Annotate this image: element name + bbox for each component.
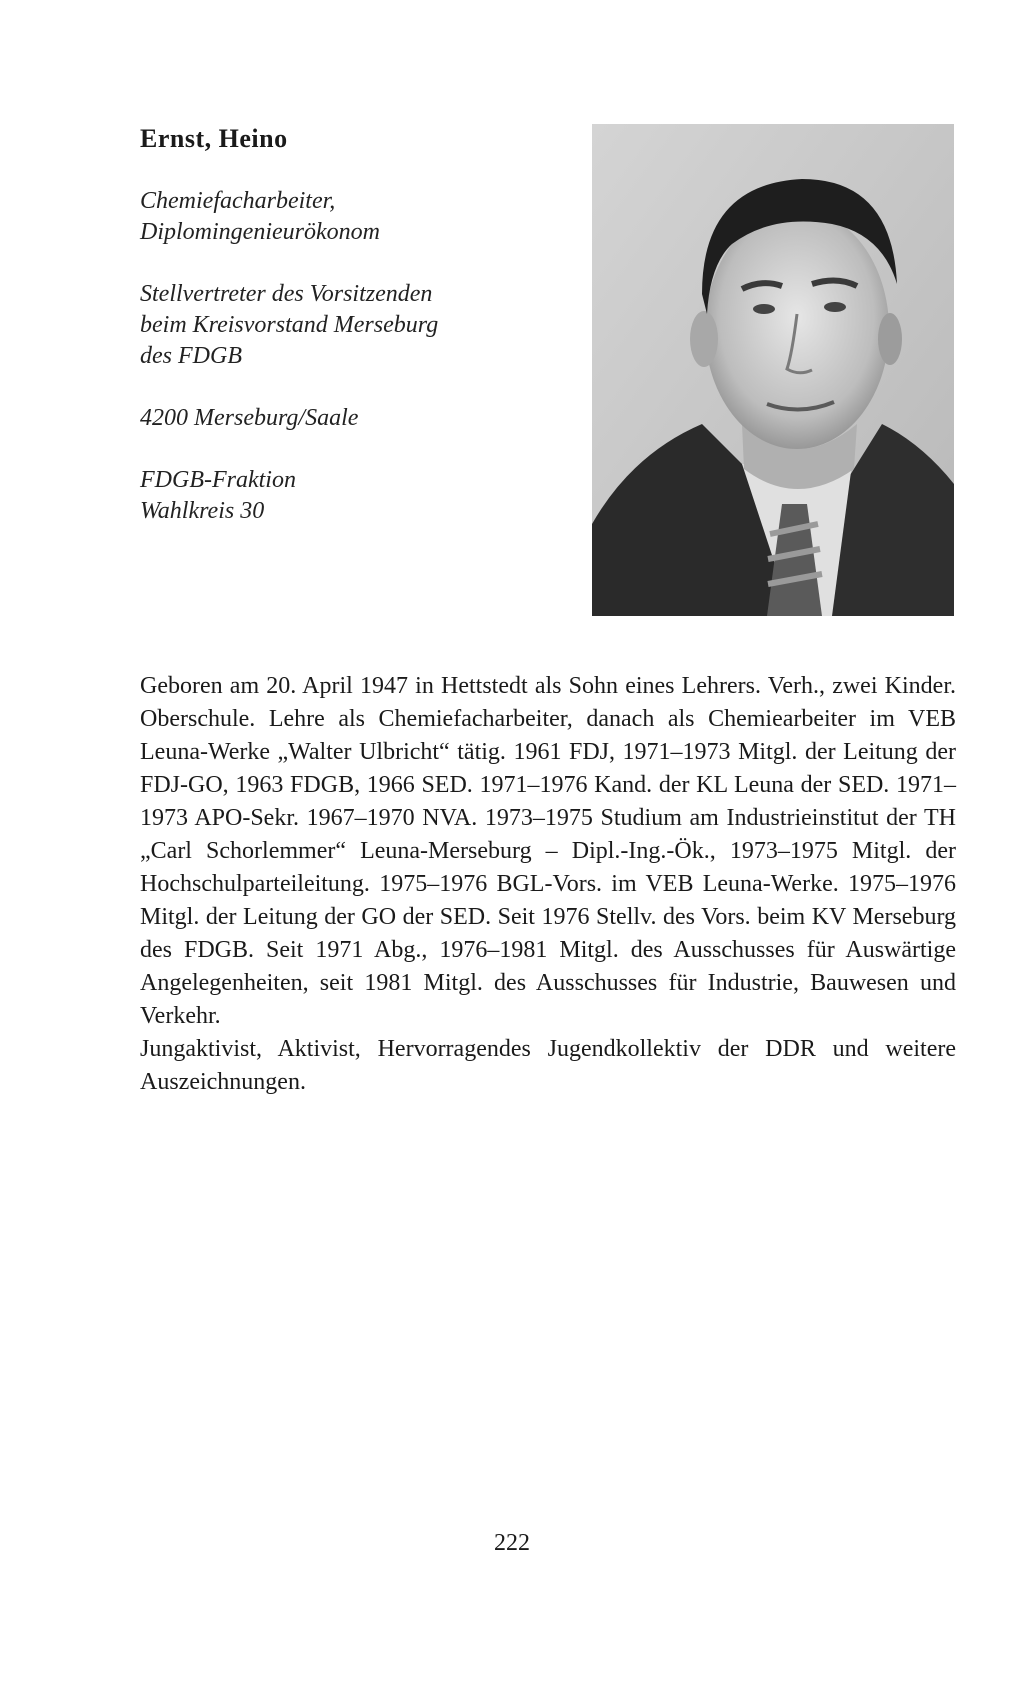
faction-block — [140, 465, 570, 527]
profession-line: Chemiefacharbeiter, — [140, 188, 336, 214]
position-line: beim Kreisvorstand Merseburg — [140, 312, 439, 338]
portrait-illustration — [592, 124, 954, 616]
biography-text: Geboren am 20. April 1947 in Hettstedt als Sohn eines Lehrers. Verh., zwei Kinder. Oberschule. Lehre als Chemiefacharbeiter, danach als Chemiearbeiter im VEB Leuna-Werke „Walter Ulbricht“ tätig. 1961 FDJ, 1971–1973 Mitgl. der Leitung der FDJ-GO, 1963 FDGB, 1966 SED. 1971–1976 Kand. der KL Leuna der SED. 1971–1973 APO-Sekr. 1967–1970 NVA. 1973–1975 Studium am Industrieinstitut der TH „Carl Schorlemmer“ Leuna-Merseburg – Dipl.-Ing.-Ök., 1973–1975 Mitgl. der Hochschulparteileitung. 1975–1976 BGL-Vors. im VEB Leuna-Werke. 1975–1976 Mitgl. der Leitung der GO der SED. Seit 1976 Stellv. des Vors. beim KV Merseburg des FDGB. Seit 1971 Abg., 1976–1981 Mitgl. des Ausschusses für Auswärtige Angelegenheiten, seit 1981 Mitgl. des Ausschusses für Industrie, Bauwesen und Verkehr. — [140, 673, 956, 1029]
address-block — [140, 403, 570, 434]
biography-section — [140, 670, 956, 1099]
page-number: 222 — [494, 1530, 530, 1556]
address-line: 4200 Merseburg/Saale — [140, 405, 359, 431]
faction-line: FDGB-Fraktion — [140, 467, 296, 493]
person-name: Ernst, Heino — [140, 124, 288, 153]
portrait-photo — [592, 124, 954, 616]
profession-line: Diplomingenieurökonom — [140, 219, 380, 245]
position-line: Stellvertreter des Vorsitzenden — [140, 281, 433, 307]
position-block — [140, 279, 570, 372]
awards-text: Jungaktivist, Aktivist, Hervorragendes Jugendkollektiv der DDR und weitere Auszeichnungen. — [140, 1036, 956, 1095]
profession-block — [140, 186, 570, 248]
position-line: des FDGB — [140, 343, 242, 369]
constituency-line: Wahlkreis 30 — [140, 498, 265, 524]
